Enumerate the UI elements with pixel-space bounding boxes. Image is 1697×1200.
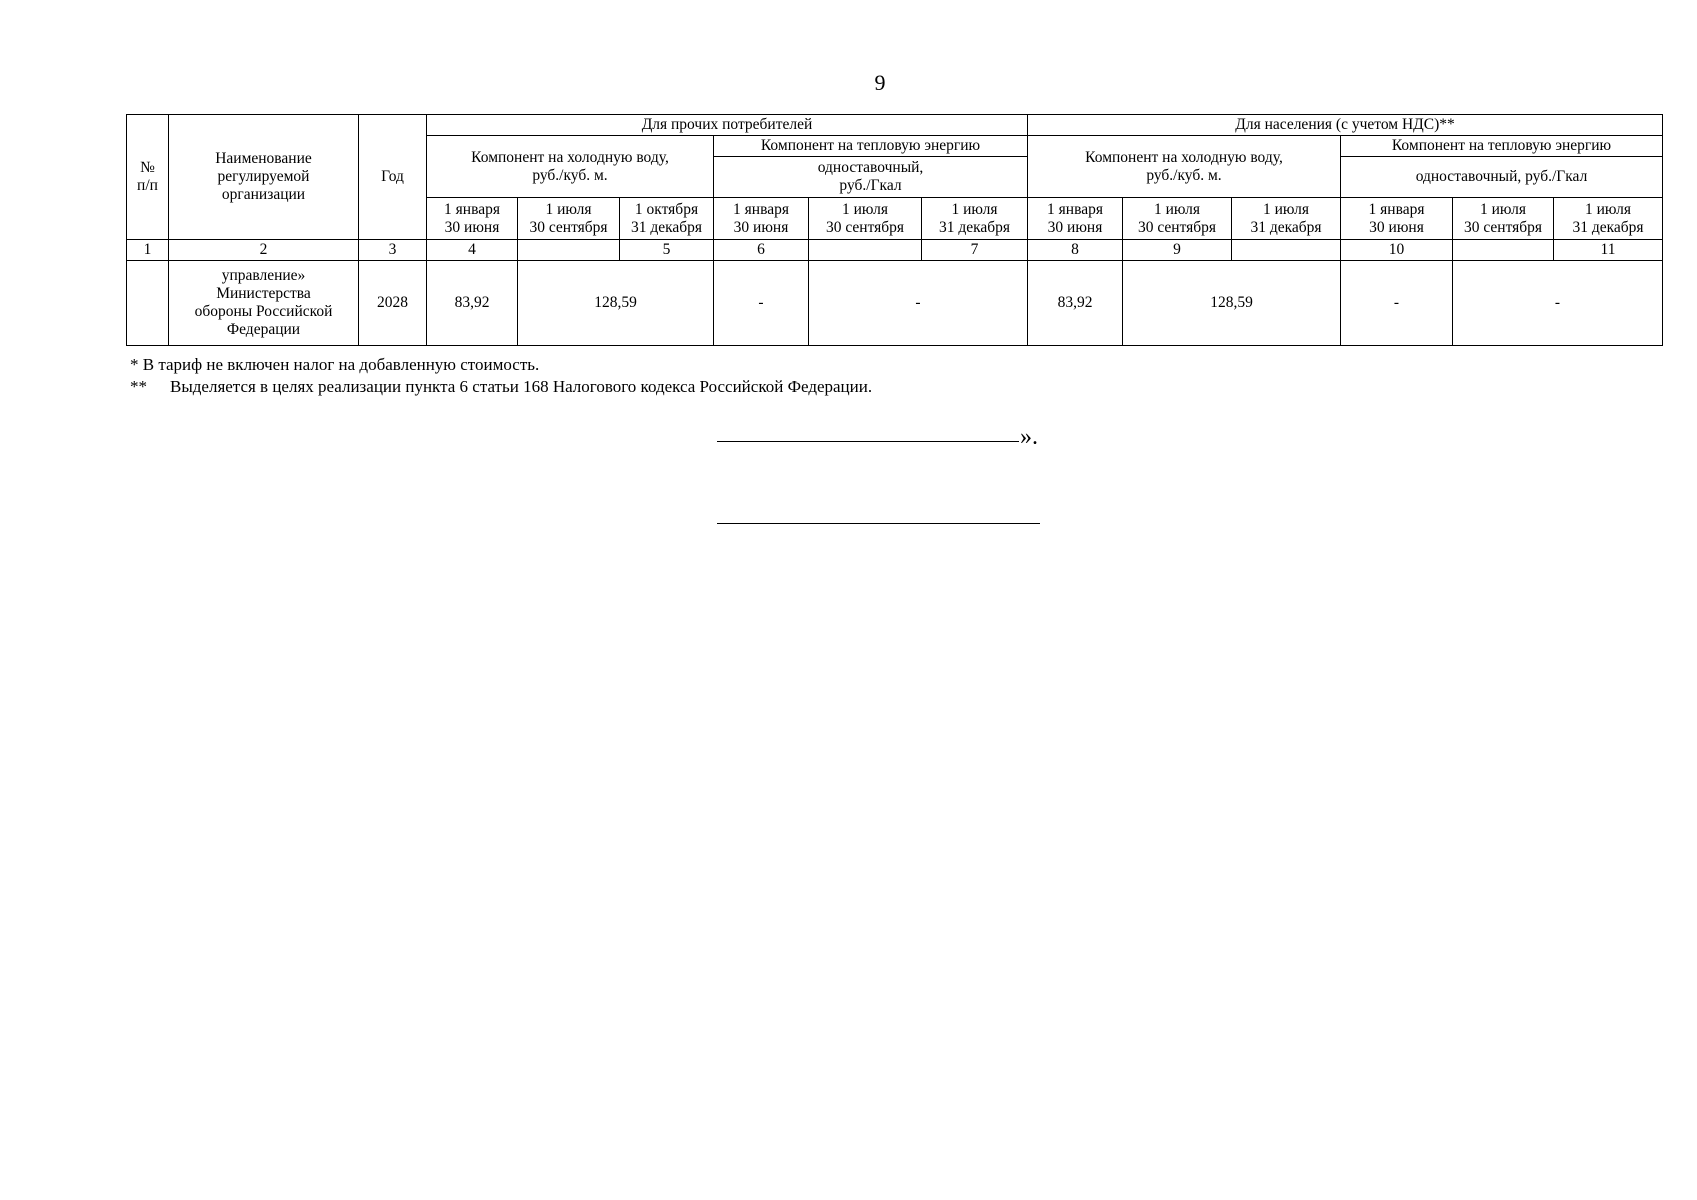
population-cold-water-first-half: 83,92 <box>1028 261 1123 346</box>
column-number: 10 <box>1341 240 1453 261</box>
column-number: 6 <box>714 240 809 261</box>
column-number <box>809 240 922 261</box>
column-number: 1 <box>127 240 169 261</box>
column-number: 9 <box>1123 240 1232 261</box>
header-year: Год <box>359 115 427 240</box>
end-separator-line <box>717 523 1040 524</box>
period-header: 1 июля 30 сентября <box>518 198 620 240</box>
header-heat-unit-population: одноставочный, руб./Гкал <box>1341 157 1663 198</box>
period-header: 1 января 30 июня <box>714 198 809 240</box>
table-row <box>127 261 1663 346</box>
row-year: 2028 <box>359 261 427 346</box>
header-heat-energy-other: Компонент на тепловую энергию <box>714 136 1028 157</box>
column-number: 5 <box>620 240 714 261</box>
other-heat-second-half: - <box>809 261 1028 346</box>
header-row-number: № п/п <box>127 115 169 240</box>
other-cold-water-second-half: 128,59 <box>518 261 714 346</box>
period-header: 1 января 30 июня <box>1028 198 1123 240</box>
period-header: 1 июля 31 декабря <box>1232 198 1341 240</box>
footnote-population <box>130 377 872 397</box>
population-heat-first-half: - <box>1341 261 1453 346</box>
footnote-mark: ** <box>130 377 147 396</box>
header-cold-water-population: Компонент на холодную воду, руб./куб. м. <box>1028 136 1341 198</box>
column-number: 3 <box>359 240 427 261</box>
population-cold-water-second-half: 128,59 <box>1123 261 1341 346</box>
column-number <box>1232 240 1341 261</box>
column-number <box>1453 240 1554 261</box>
column-number: 7 <box>922 240 1028 261</box>
column-number: 2 <box>169 240 359 261</box>
column-number: 8 <box>1028 240 1123 261</box>
header-group-other-consumers: Для прочих потребителей <box>427 115 1028 136</box>
organization-name: управление» Министерства обороны Российской Федерации <box>169 261 359 346</box>
population-heat-second-half: - <box>1453 261 1663 346</box>
other-heat-first-half: - <box>714 261 809 346</box>
period-header: 1 января 30 июня <box>427 198 518 240</box>
header-heat-unit-other: одноставочный, руб./Гкал <box>714 157 1028 198</box>
row-number <box>127 261 169 346</box>
other-cold-water-first-half: 83,92 <box>427 261 518 346</box>
closing-signature-line <box>717 441 1019 442</box>
page-number: 9 <box>874 70 886 95</box>
footnote-vat: * В тариф не включен налог на добавленную стоимость. <box>130 355 540 374</box>
column-number <box>518 240 620 261</box>
header-cold-water-other: Компонент на холодную воду, руб./куб. м. <box>427 136 714 198</box>
period-header: 1 июля 31 декабря <box>922 198 1028 240</box>
period-header: 1 июля 30 сентября <box>1123 198 1232 240</box>
column-number: 4 <box>427 240 518 261</box>
header-heat-energy-population: Компонент на тепловую энергию <box>1341 136 1663 157</box>
closing-quote-mark: ». <box>1020 424 1038 450</box>
column-number: 11 <box>1554 240 1663 261</box>
footnote-text: Выделяется в целях реализации пункта 6 статьи 168 Налогового кодекса Российской Федерации. <box>170 377 873 396</box>
header-organization-name: Наименование регулируемой организации <box>169 115 359 240</box>
period-header: 1 января 30 июня <box>1341 198 1453 240</box>
period-header: 1 июля 30 сентября <box>1453 198 1554 240</box>
header-group-population: Для населения (с учетом НДС)** <box>1028 115 1663 136</box>
period-header: 1 июля 31 декабря <box>1554 198 1663 240</box>
tariff-table <box>126 114 1663 346</box>
period-header: 1 октября 31 декабря <box>620 198 714 240</box>
period-header: 1 июля 30 сентября <box>809 198 922 240</box>
